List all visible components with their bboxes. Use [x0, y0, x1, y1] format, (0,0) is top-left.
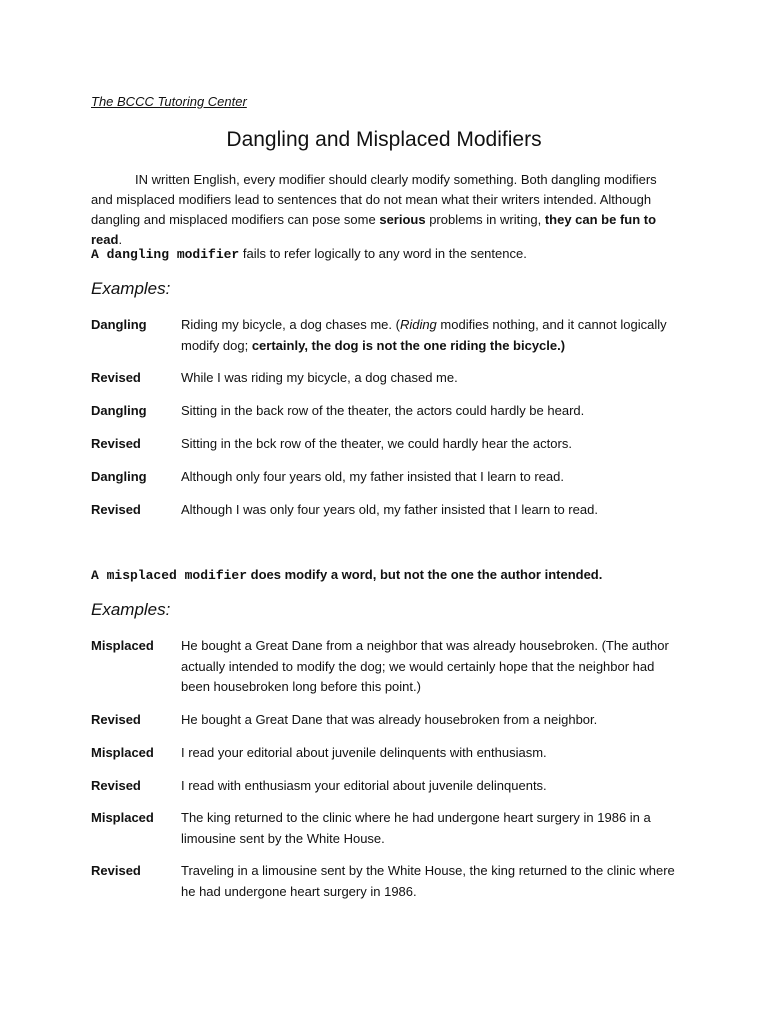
dangling-term: A dangling modifier [91, 247, 240, 262]
examples-heading-dangling: Examples: [91, 279, 171, 298]
misplaced-term: A misplaced modifier [91, 568, 248, 583]
example-label: Dangling [91, 317, 147, 332]
example-text: He bought a Great Dane from a neighbor that was already housebroken. (The author actually intended to modify the dog; we would certainly hope that the neighbor had been housebroken long before this point.) [181, 638, 669, 694]
example-label: Revised [91, 436, 141, 451]
example-label: Dangling [91, 403, 147, 418]
example-label: Misplaced [91, 638, 154, 653]
example-text: While I was riding my bicycle, a dog chased me. [181, 370, 458, 385]
example-label: Misplaced [91, 745, 154, 760]
intro-text-3: . [118, 232, 123, 247]
intro-bold-2: they can be fun to read [91, 212, 657, 247]
example-text: He bought a Great Dane that was already housebroken from a neighbor. [181, 712, 598, 727]
example-label: Dangling [91, 469, 147, 484]
example-label: Revised [91, 863, 141, 878]
misplaced-definition-text: does modify a word, but not the one the author intended. [247, 567, 603, 582]
bold-note: certainly, the dog is not the one riding the bicycle.) [251, 337, 566, 353]
dangling-definition [91, 244, 527, 265]
example-label: Revised [91, 502, 141, 517]
example-text: Riding my bicycle, a dog chases me. (Riding modifies nothing, and it cannot logically modify dog; certainly, the dog is not the one riding the bicycle.) [181, 317, 667, 353]
example-text: Although only four years old, my father insisted that I learn to read. [181, 469, 564, 484]
intro-text-1: IN written English, every modifier should clearly modify something. Both dangling modifiers and misplaced modifiers lead to sentences that do not mean what their writers intended. Although dangling and misplaced modifiers can pose some [91, 172, 657, 227]
italic-word: Riding [399, 317, 437, 332]
example-text: I read your editorial about juvenile delinquents with enthusiasm. [181, 745, 547, 760]
examples-heading-misplaced: Examples: [91, 600, 171, 619]
dangling-definition-text: fails to refer logically to any word in the sentence. [239, 246, 527, 261]
intro-text-2: problems in writing, [425, 212, 545, 227]
intro-paragraph [91, 170, 681, 250]
example-text: Although I was only four years old, my father insisted that I learn to read. [181, 502, 598, 517]
example-label: Misplaced [91, 810, 154, 825]
document-header: The BCCC Tutoring Center [91, 94, 247, 109]
example-text: Traveling in a limousine sent by the White House, the king returned to the clinic where he had undergone heart surgery in 1986. [181, 863, 675, 899]
page-title: Dangling and Misplaced Modifiers [226, 128, 542, 151]
misplaced-definition [91, 565, 602, 586]
example-label: Revised [91, 778, 141, 793]
example-label: Revised [91, 370, 141, 385]
example-label: Revised [91, 712, 141, 727]
example-text: I read with enthusiasm your editorial about juvenile delinquents. [181, 778, 547, 793]
example-text: The king returned to the clinic where he had undergone heart surgery in 1986 in a limousine sent by the White House. [181, 810, 651, 846]
example-text: Sitting in the bck row of the theater, we could hardly hear the actors. [181, 436, 572, 451]
example-text: Sitting in the back row of the theater, the actors could hardly be heard. [181, 403, 585, 418]
intro-bold-1: serious [379, 212, 426, 227]
